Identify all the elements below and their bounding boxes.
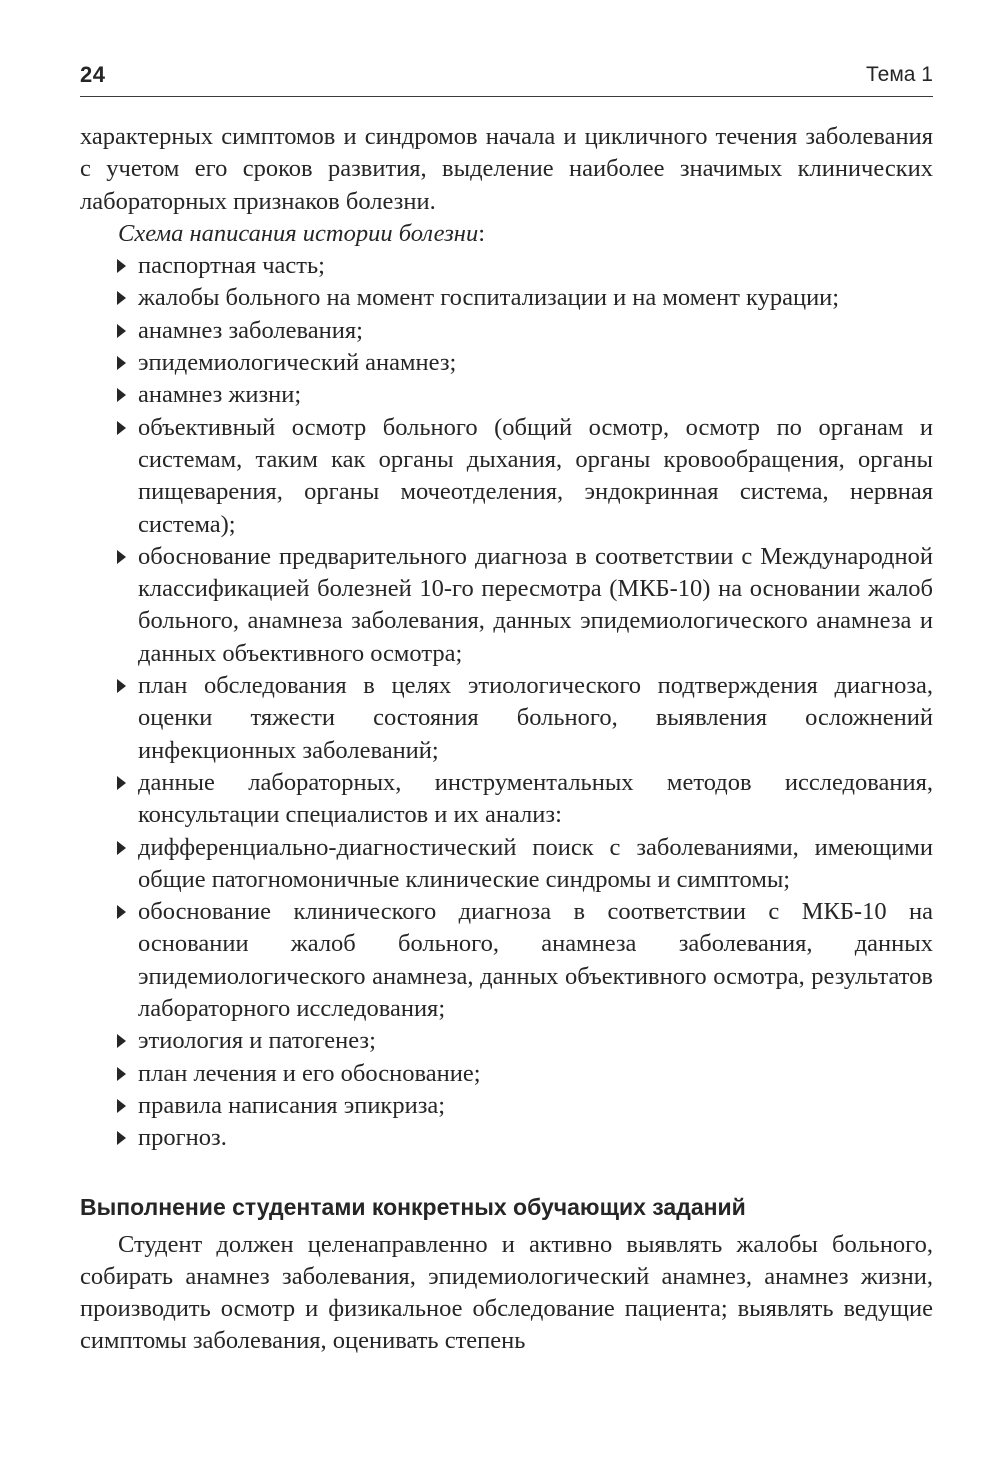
list-item-text: анамнез заболевания; (138, 316, 363, 344)
list-item-text: данные лабораторных, инструментальных методов исследования, консультации специалистов и их анализ: (138, 768, 933, 829)
list-item-text: паспортная часть; (138, 252, 325, 280)
list-item-text: анамнез жизни; (138, 381, 302, 409)
list-item (80, 347, 933, 379)
running-header (80, 60, 933, 97)
list-item-text: эпидемиологический анамнез; (138, 349, 457, 377)
section-paragraph: Студент должен целенаправленно и активно выявлять жалобы больного, собирать анамнез заболевания, эпидемиологический анамнез, анамнез жизни, производить осмотр и физикальное обследование пациента; выявлять ведущие симптомы заболевания, оценивать степень (80, 1230, 933, 1355)
triangle-bullet-icon (117, 1099, 126, 1113)
list-item-text: правила написания эпикриза; (138, 1091, 446, 1119)
list-item (80, 315, 933, 347)
list-item (80, 1090, 933, 1122)
chapter-label: Тема 1 (866, 63, 933, 86)
list-item-text: объективный осмотр больного (общий осмотр, осмотр по органам и системам, таким как органы дыхания, органы кровообращения, органы пищеварения, органы мочеотделения, эндокринная система, нервная система); (138, 413, 933, 538)
list-item (80, 412, 933, 541)
list-item (80, 832, 933, 897)
triangle-bullet-icon (117, 356, 126, 370)
list-item-text: план лечения и его обоснование; (138, 1059, 481, 1087)
list-item-text: жалобы больного на момент госпитализации и на момент курации; (138, 284, 840, 312)
triangle-bullet-icon (117, 388, 126, 402)
triangle-bullet-icon (117, 421, 126, 435)
triangle-bullet-icon (117, 841, 126, 855)
triangle-bullet-icon (117, 1034, 126, 1048)
section-heading: Выполнение студентами конкретных обучающих заданий (80, 1193, 746, 1220)
list-item (80, 896, 933, 1025)
triangle-bullet-icon (117, 679, 126, 693)
triangle-bullet-icon (117, 1067, 126, 1081)
list-item (80, 1122, 933, 1154)
triangle-bullet-icon (117, 905, 126, 919)
list-item (80, 282, 933, 314)
scheme-title-text: Схема написания истории болезни (118, 219, 479, 247)
list-item (80, 541, 933, 670)
list-item-text: обоснование клинического диагноза в соответствии с МКБ-10 на основании жалоб больного, анамнеза заболевания, данных эпидемиологического анамнеза, данных объективного осмотра, результатов лабораторного исследования; (138, 898, 933, 1023)
triangle-bullet-icon (117, 550, 126, 564)
list-item (80, 670, 933, 767)
triangle-bullet-icon (117, 259, 126, 273)
triangle-bullet-icon (117, 776, 126, 790)
triangle-bullet-icon (117, 1131, 126, 1145)
scheme-title (80, 218, 933, 250)
page-body (80, 121, 933, 1358)
intro-paragraph: характерных симптомов и синдромов начала и цикличного течения заболевания с учетом его сроков развития, выделение наиболее значимых клинических лабораторных признаков болезни. (80, 123, 933, 215)
triangle-bullet-icon (117, 291, 126, 305)
list-item-text: дифференциально-диагностический поиск с заболеваниями, имеющими общие патогномоничные клинические синдромы и симптомы; (138, 833, 933, 893)
scheme-title-colon: : (478, 219, 486, 247)
list-item-text: прогноз. (138, 1124, 227, 1152)
list-item (80, 1058, 933, 1090)
triangle-bullet-icon (117, 324, 126, 338)
list-item (80, 767, 933, 832)
list-item (80, 1025, 933, 1057)
list-item (80, 250, 933, 282)
schema-list (80, 250, 933, 1154)
list-item-text: этиология и патогенез; (138, 1027, 376, 1055)
list-item-text: обоснование предварительного диагноза в соответствии с Международной классификацией болезней 10-го пересмотра (МКБ-10) на основании жалоб больного, анамнеза заболевания, данных эпидемиологического анамнеза и данных объективного осмотра; (138, 542, 933, 667)
list-item (80, 379, 933, 411)
list-item-text: план обследования в целях этиологического подтверждения диагноза, оценки тяжести состояния больного, выявления осложнений инфекционных заболеваний; (138, 672, 933, 764)
page-number: 24 (80, 62, 106, 87)
